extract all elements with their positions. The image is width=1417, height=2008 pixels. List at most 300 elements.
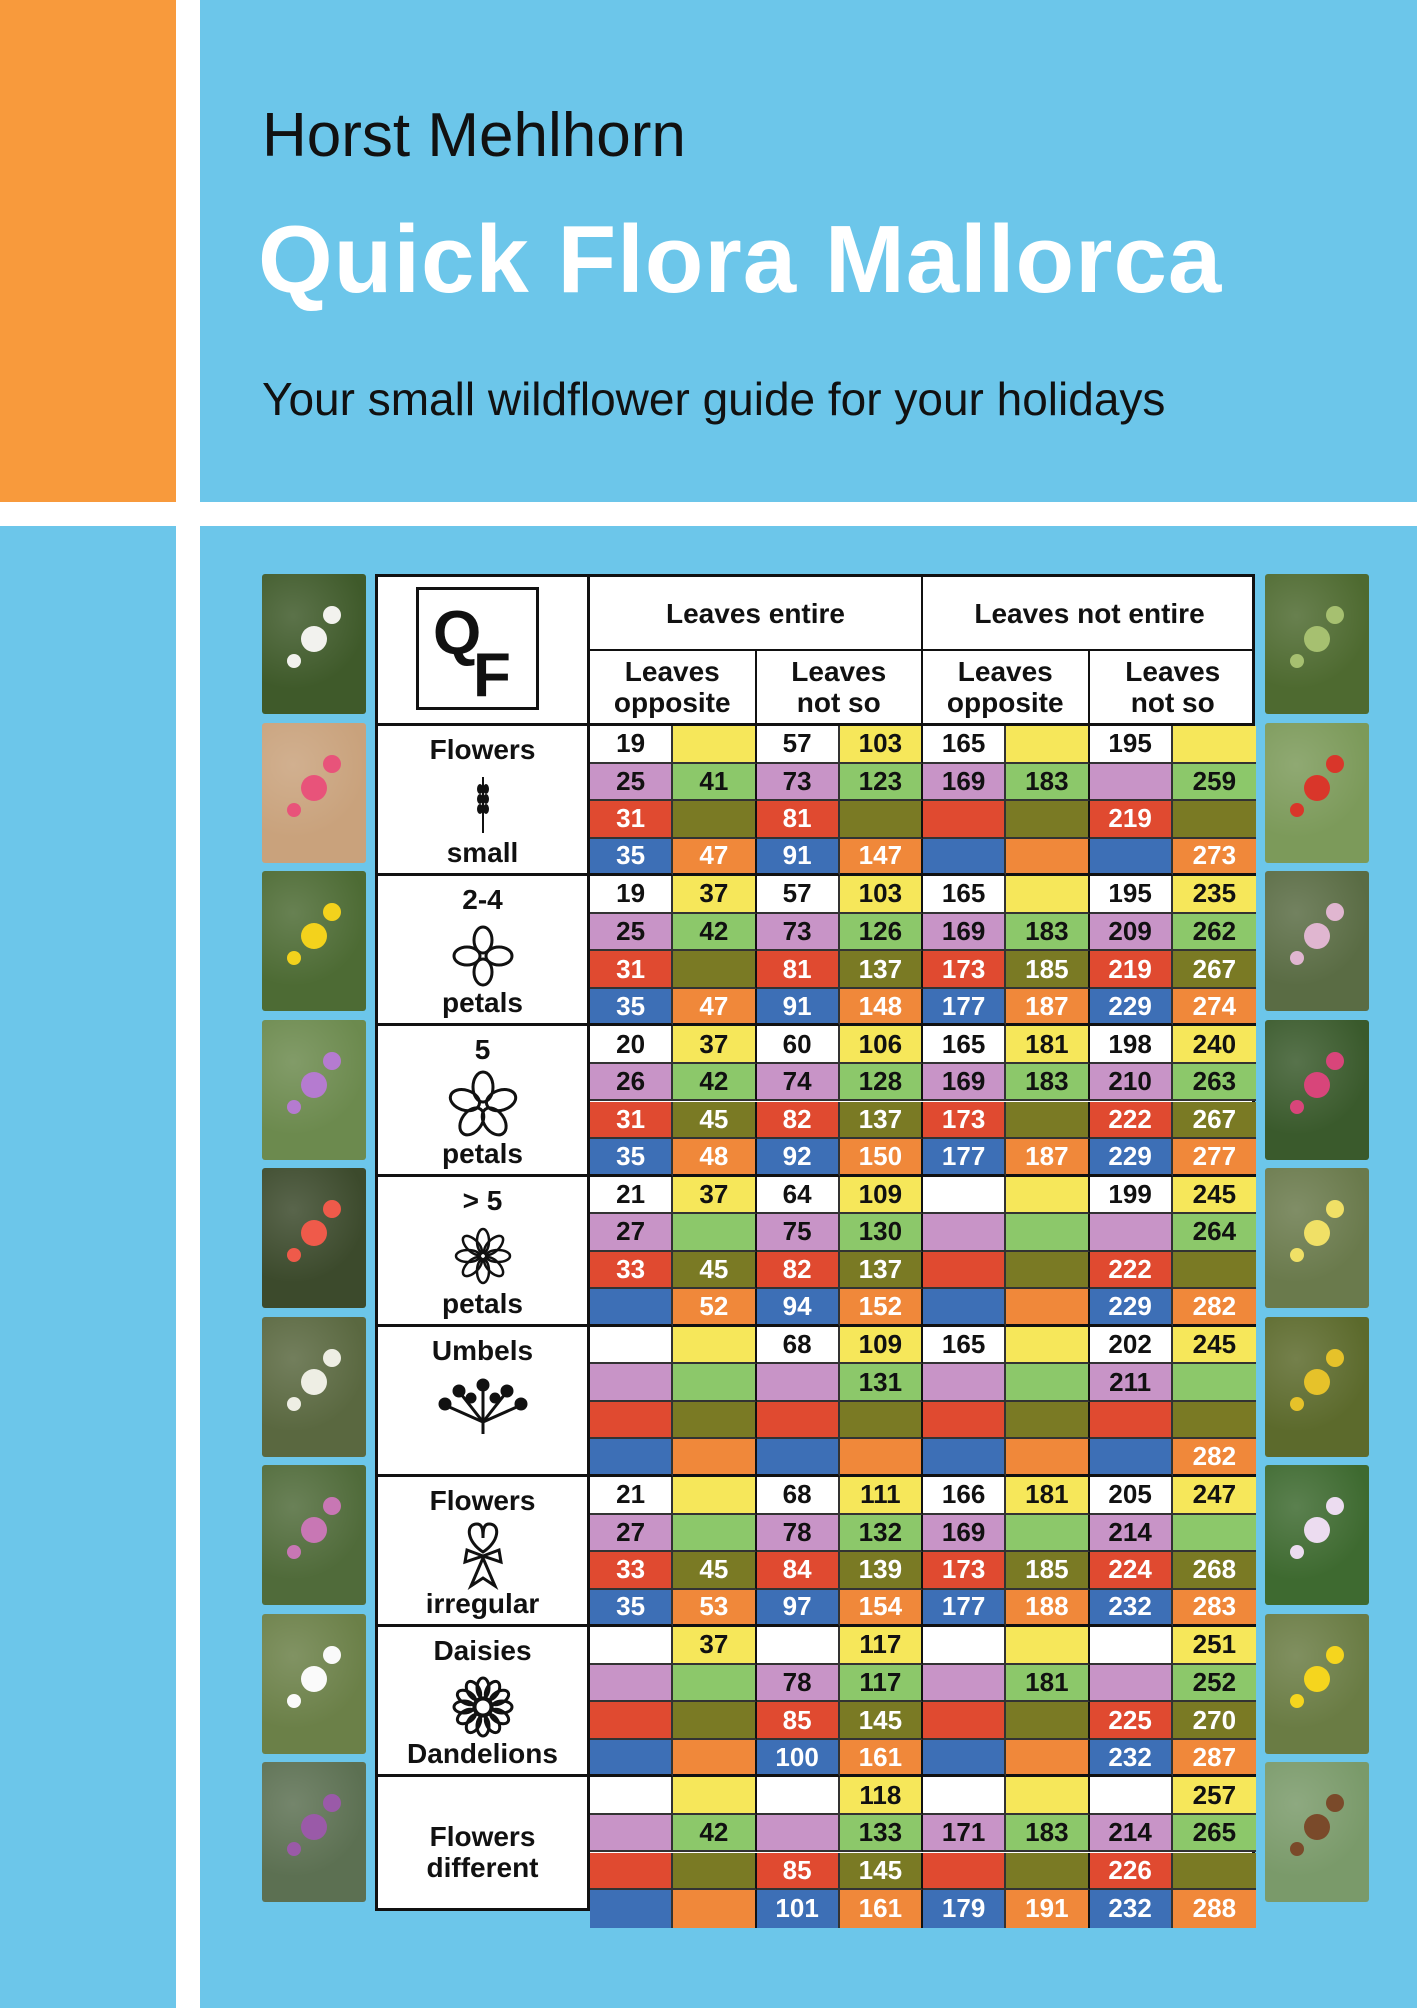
table-cell <box>1006 1252 1089 1290</box>
table-cell: 177 <box>923 1139 1006 1177</box>
table-cell: 133 <box>840 1815 923 1853</box>
photo-flower-icon <box>1304 923 1330 949</box>
table-cell: 82 <box>757 1252 840 1290</box>
table-cell: 165 <box>923 876 1006 914</box>
table-cell <box>757 1627 840 1665</box>
table-cell <box>1090 1777 1173 1815</box>
table-cell: 251 <box>1173 1627 1256 1665</box>
table-cell: 57 <box>757 726 840 764</box>
table-cell: 21 <box>590 1477 673 1515</box>
photo-flower-icon <box>301 1369 327 1395</box>
row-group-title: Flowers <box>429 1485 536 1516</box>
table-cell: 165 <box>923 1026 1006 1064</box>
table-cell: 199 <box>1090 1177 1173 1215</box>
table-cell <box>757 1402 840 1440</box>
table-cell: 219 <box>1090 951 1173 989</box>
table-cell <box>673 1477 756 1515</box>
table-cell: 37 <box>673 1627 756 1665</box>
row-group-label <box>378 1327 587 1477</box>
table-cell <box>673 951 756 989</box>
table-cell <box>1173 1853 1256 1891</box>
table-cell: 277 <box>1173 1139 1256 1177</box>
photo-red-ice-plant <box>262 1168 366 1308</box>
table-cell: 35 <box>590 1139 673 1177</box>
table-cell: 37 <box>673 876 756 914</box>
horizontal-divider <box>0 502 1417 526</box>
table-cell: 31 <box>590 951 673 989</box>
photo-flower-icon <box>301 1666 327 1692</box>
table-cell: 224 <box>1090 1552 1173 1590</box>
row-group-title: Flowers different <box>426 1821 539 1884</box>
table-cell: 137 <box>840 951 923 989</box>
table-cell <box>923 1777 1006 1815</box>
table-cell <box>1173 1402 1256 1440</box>
table-cell: 195 <box>1090 726 1173 764</box>
table-cell: 85 <box>757 1702 840 1740</box>
table-cell: 118 <box>840 1777 923 1815</box>
table-cell: 27 <box>590 1214 673 1252</box>
table-cell: 267 <box>1173 1102 1256 1140</box>
table-cell: 195 <box>1090 876 1173 914</box>
photo-purple-cistus <box>262 1020 366 1160</box>
table-cell: 33 <box>590 1552 673 1590</box>
table-cell <box>1173 801 1256 839</box>
photo-pink-bud-on-twig <box>262 723 366 863</box>
photo-white-bell-flowers <box>262 574 366 714</box>
table-cell <box>673 1890 756 1928</box>
book-subtitle: Your small wildflower guide for your holidays <box>262 373 1166 425</box>
table-cell: 232 <box>1090 1890 1173 1928</box>
table-cell: 35 <box>590 839 673 877</box>
table-cell <box>673 1853 756 1891</box>
table-cell: 25 <box>590 914 673 952</box>
table-cell: 47 <box>673 989 756 1027</box>
table-cell <box>840 1439 923 1477</box>
table-cell <box>1006 1740 1089 1778</box>
table-cell: 263 <box>1173 1064 1256 1102</box>
table-cell <box>923 1252 1006 1290</box>
row-group-subtitle: petals <box>442 987 523 1019</box>
photo-thistle <box>262 1762 366 1902</box>
table-cell <box>757 1439 840 1477</box>
table-cell <box>1006 876 1089 914</box>
table-cell: 78 <box>757 1665 840 1703</box>
table-cell: 173 <box>923 951 1006 989</box>
table-cell: 245 <box>1173 1177 1256 1215</box>
table-cell <box>590 1364 673 1402</box>
table-cell: 35 <box>590 1590 673 1628</box>
table-cell: 101 <box>757 1890 840 1928</box>
row-group-label <box>378 1777 587 1927</box>
table-cell: 52 <box>673 1289 756 1327</box>
table-cell: 117 <box>840 1627 923 1665</box>
table-cell <box>590 1289 673 1327</box>
table-cell: 45 <box>673 1252 756 1290</box>
table-cell: 205 <box>1090 1477 1173 1515</box>
table-cell: 48 <box>673 1139 756 1177</box>
table-cell <box>673 1214 756 1252</box>
table-cell: 165 <box>923 726 1006 764</box>
table-cell: 35 <box>590 989 673 1027</box>
table-cell: 181 <box>1006 1665 1089 1703</box>
table-cell: 273 <box>1173 839 1256 877</box>
table-cell: 229 <box>1090 989 1173 1027</box>
row-group-title: 2-4 <box>462 884 503 916</box>
table-cell <box>923 839 1006 877</box>
qf-logo-q: Q <box>433 599 482 668</box>
table-cell: 274 <box>1173 989 1256 1027</box>
table-cell <box>923 1853 1006 1891</box>
table-cell: 169 <box>923 914 1006 952</box>
table-cell: 191 <box>1006 1890 1089 1928</box>
table-cell: 145 <box>840 1853 923 1891</box>
photo-flower-icon <box>1304 775 1330 801</box>
table-cell <box>1173 1515 1256 1553</box>
photo-flower-icon <box>1304 626 1330 652</box>
table-cell: 173 <box>923 1102 1006 1140</box>
table-cell: 161 <box>840 1890 923 1928</box>
row-group-subtitle: Dandelions <box>407 1738 558 1770</box>
table-cell: 130 <box>840 1214 923 1252</box>
table-cell: 202 <box>1090 1327 1173 1365</box>
table-cell: 288 <box>1173 1890 1256 1928</box>
table-cell <box>923 1627 1006 1665</box>
row-group-subtitle: small <box>446 837 519 869</box>
table-cell: 270 <box>1173 1702 1256 1740</box>
table-cell: 181 <box>1006 1477 1089 1515</box>
table-cell <box>673 1327 756 1365</box>
table-cell <box>1006 1327 1089 1365</box>
table-cell <box>1006 1364 1089 1402</box>
row-group-title: Flowers <box>429 734 536 765</box>
table-cell <box>673 1740 756 1778</box>
table-cell: 187 <box>1006 1139 1089 1177</box>
table-cell: 47 <box>673 839 756 877</box>
table-cell <box>1090 764 1173 802</box>
table-cell: 85 <box>757 1853 840 1891</box>
photo-white-daisy <box>262 1614 366 1754</box>
table-cell: 25 <box>590 764 673 802</box>
subheader-0: Leaves opposite <box>590 651 757 723</box>
author-name: Horst Mehlhorn <box>262 101 686 170</box>
table-cell <box>1090 1214 1173 1252</box>
table-cell: 21 <box>590 1177 673 1215</box>
table-cell: 111 <box>840 1477 923 1515</box>
table-cell: 100 <box>757 1740 840 1778</box>
table-cell: 287 <box>1173 1740 1256 1778</box>
photo-red-berries <box>1265 723 1369 863</box>
table-cell: 109 <box>840 1177 923 1215</box>
table-cell: 214 <box>1090 1515 1173 1553</box>
table-cell: 209 <box>1090 914 1173 952</box>
photo-pale-poppy <box>1265 871 1369 1011</box>
table-cell <box>923 1289 1006 1327</box>
table-cell: 106 <box>840 1026 923 1064</box>
table-cell: 181 <box>1006 1026 1089 1064</box>
row-group-title: > 5 <box>462 1184 503 1216</box>
table-cell: 268 <box>1173 1552 1256 1590</box>
table-cell <box>673 801 756 839</box>
table-cell: 94 <box>757 1289 840 1327</box>
photo-green-spike <box>1265 574 1369 714</box>
row-group-label <box>378 1026 587 1176</box>
photo-orchid <box>262 1465 366 1605</box>
table-cell: 219 <box>1090 801 1173 839</box>
table-cell: 45 <box>673 1102 756 1140</box>
table-cell: 222 <box>1090 1252 1173 1290</box>
table-cell: 75 <box>757 1214 840 1252</box>
table-cell: 229 <box>1090 1289 1173 1327</box>
row-group-subtitle: petals <box>442 1287 523 1319</box>
table-cell: 68 <box>757 1327 840 1365</box>
table-cell <box>1006 1102 1089 1140</box>
table-cell: 33 <box>590 1252 673 1290</box>
table-cell: 131 <box>840 1364 923 1402</box>
table-cell: 169 <box>923 1064 1006 1102</box>
table-cell <box>923 1665 1006 1703</box>
table-cell: 19 <box>590 726 673 764</box>
photo-flower-icon <box>1304 1666 1330 1692</box>
table-cell: 240 <box>1173 1026 1256 1064</box>
table-cell: 53 <box>673 1590 756 1628</box>
table-cell: 214 <box>1090 1815 1173 1853</box>
table-cell: 265 <box>1173 1815 1256 1853</box>
photo-flower-icon <box>301 1220 327 1246</box>
table-cell: 235 <box>1173 876 1256 914</box>
table-cell: 177 <box>923 1590 1006 1628</box>
table-cell <box>590 1853 673 1891</box>
photo-flower-icon <box>301 1072 327 1098</box>
table-cell: 252 <box>1173 1665 1256 1703</box>
table-cell <box>923 1402 1006 1440</box>
table-cell: 226 <box>1090 1853 1173 1891</box>
photo-yellow-flower <box>262 871 366 1011</box>
table-cell: 137 <box>840 1252 923 1290</box>
table-cell <box>1006 1214 1089 1252</box>
row-group-label <box>378 1477 587 1627</box>
table-cell <box>590 1327 673 1365</box>
photo-cattail <box>1265 1762 1369 1902</box>
table-cell <box>673 1665 756 1703</box>
table-cell <box>590 1627 673 1665</box>
table-cell: 81 <box>757 801 840 839</box>
table-cell: 187 <box>1006 989 1089 1027</box>
table-cell: 103 <box>840 876 923 914</box>
table-cell: 264 <box>1173 1214 1256 1252</box>
table-cell <box>923 1364 1006 1402</box>
table-cell: 42 <box>673 1815 756 1853</box>
table-cell <box>590 1402 673 1440</box>
table-cell <box>673 1777 756 1815</box>
table-cell: 78 <box>757 1515 840 1553</box>
photo-flower-icon <box>301 626 327 652</box>
table-cell: 128 <box>840 1064 923 1102</box>
table-cell: 20 <box>590 1026 673 1064</box>
table-cell: 247 <box>1173 1477 1256 1515</box>
table-cell: 232 <box>1090 1740 1173 1778</box>
table-cell <box>1090 1627 1173 1665</box>
table-cell <box>757 1364 840 1402</box>
table-cell: 232 <box>1090 1590 1173 1628</box>
row-group-subtitle: irregular <box>425 1588 540 1620</box>
photo-flower-icon <box>1304 1369 1330 1395</box>
row-group-title: Umbels <box>431 1334 534 1366</box>
table-cell: 154 <box>840 1590 923 1628</box>
photo-pink-mallow <box>1265 1020 1369 1160</box>
photo-yellow-dandelion <box>1265 1614 1369 1754</box>
table-cell <box>590 1890 673 1928</box>
table-cell: 82 <box>757 1102 840 1140</box>
subheader-3: Leaves not so <box>1125 656 1221 718</box>
table-cell: 245 <box>1173 1327 1256 1365</box>
table-cell: 137 <box>840 1102 923 1140</box>
qf-logo <box>416 587 539 710</box>
table-cell <box>1006 1702 1089 1740</box>
table-cell: 183 <box>1006 1064 1089 1102</box>
table-cell: 259 <box>1173 764 1256 802</box>
table-cell <box>757 1777 840 1815</box>
photo-yellow-umbel <box>1265 1317 1369 1457</box>
table-cell: 282 <box>1173 1289 1256 1327</box>
table-cell: 31 <box>590 1102 673 1140</box>
table-cell: 152 <box>840 1289 923 1327</box>
table-cell <box>923 1439 1006 1477</box>
table-cell: 173 <box>923 1552 1006 1590</box>
table-cell: 262 <box>1173 914 1256 952</box>
table-cell: 37 <box>673 1026 756 1064</box>
row-group-label <box>378 1627 587 1777</box>
table-cell: 27 <box>590 1515 673 1553</box>
table-cell: 171 <box>923 1815 1006 1853</box>
row-group-title: 5 <box>474 1034 491 1066</box>
table-cell: 132 <box>840 1515 923 1553</box>
table-cell <box>590 1740 673 1778</box>
identification-table <box>375 574 1255 1924</box>
table-cell: 45 <box>673 1552 756 1590</box>
table-cell <box>673 1702 756 1740</box>
table-cell: 74 <box>757 1064 840 1102</box>
table-cell <box>1173 726 1256 764</box>
table-cell: 188 <box>1006 1590 1089 1628</box>
table-cell: 183 <box>1006 764 1089 802</box>
photo-flower-icon <box>301 1814 327 1840</box>
table-cell: 185 <box>1006 1552 1089 1590</box>
table-cell <box>923 1214 1006 1252</box>
table-cell <box>1006 1402 1089 1440</box>
table-cell: 222 <box>1090 1102 1173 1140</box>
table-cell: 169 <box>923 764 1006 802</box>
table-cell <box>590 1702 673 1740</box>
table-cell <box>840 801 923 839</box>
table-cell: 19 <box>590 876 673 914</box>
photo-flower-icon <box>301 923 327 949</box>
photo-flower-icon <box>1304 1220 1330 1246</box>
table-cell: 145 <box>840 1702 923 1740</box>
table-cell: 257 <box>1173 1777 1256 1815</box>
table-cell: 282 <box>1173 1439 1256 1477</box>
table-cell <box>673 1402 756 1440</box>
table-cell: 37 <box>673 1177 756 1215</box>
table-cell: 57 <box>757 876 840 914</box>
table-cell: 42 <box>673 1064 756 1102</box>
table-cell <box>923 801 1006 839</box>
subheader-1: Leaves not so <box>757 651 924 723</box>
table-cell <box>590 1777 673 1815</box>
table-cell <box>757 1815 840 1853</box>
photo-flower-icon <box>301 775 327 801</box>
table-cell: 68 <box>757 1477 840 1515</box>
header-leaves-not-entire: Leaves not entire <box>974 597 1205 629</box>
table-cell: 81 <box>757 951 840 989</box>
table-cell <box>1090 1665 1173 1703</box>
table-cell: 177 <box>923 989 1006 1027</box>
table-cell <box>1006 1627 1089 1665</box>
table-cell: 31 <box>590 801 673 839</box>
table-cell <box>840 1402 923 1440</box>
table-cell <box>1006 801 1089 839</box>
header-leaves-entire: Leaves entire <box>590 577 923 649</box>
table-cell <box>590 1439 673 1477</box>
table-cell: 169 <box>923 1515 1006 1553</box>
table-cell: 183 <box>1006 1815 1089 1853</box>
table-cell: 73 <box>757 914 840 952</box>
table-cell: 148 <box>840 989 923 1027</box>
table-cell <box>590 1665 673 1703</box>
table-cell: 64 <box>757 1177 840 1215</box>
table-cell: 60 <box>757 1026 840 1064</box>
table-cell: 147 <box>840 839 923 877</box>
table-cell: 97 <box>757 1590 840 1628</box>
table-cell: 109 <box>840 1327 923 1365</box>
photo-white-snapdragon <box>1265 1465 1369 1605</box>
vertical-divider <box>176 0 200 2008</box>
table-cell: 126 <box>840 914 923 952</box>
subheader-2: Leaves opposite <box>923 651 1090 723</box>
table-cell: 91 <box>757 989 840 1027</box>
photo-flower-icon <box>1304 1814 1330 1840</box>
table-cell <box>1006 839 1089 877</box>
table-cell: 198 <box>1090 1026 1173 1064</box>
table-cell <box>1090 839 1173 877</box>
table-cell <box>1006 1777 1089 1815</box>
table-cell: 84 <box>757 1552 840 1590</box>
photo-flower-icon <box>1304 1072 1330 1098</box>
table-cell <box>1173 1252 1256 1290</box>
table-cell <box>923 1702 1006 1740</box>
table-cell: 283 <box>1173 1590 1256 1628</box>
table-cell: 150 <box>840 1139 923 1177</box>
table-cell <box>1090 1402 1173 1440</box>
table-cell: 123 <box>840 764 923 802</box>
table-cell: 103 <box>840 726 923 764</box>
row-group-subtitle: petals <box>442 1137 523 1169</box>
table-cell <box>923 1177 1006 1215</box>
table-cell: 139 <box>840 1552 923 1590</box>
table-cell: 185 <box>1006 951 1089 989</box>
photo-yellow-pom <box>1265 1168 1369 1308</box>
table-cell: 26 <box>590 1064 673 1102</box>
photo-flower-icon <box>301 1517 327 1543</box>
table-cell: 210 <box>1090 1064 1173 1102</box>
table-cell <box>1173 1364 1256 1402</box>
table-cell: 267 <box>1173 951 1256 989</box>
table-cell <box>1006 1177 1089 1215</box>
qf-logo-f: F <box>473 641 511 710</box>
photo-white-umbel <box>262 1317 366 1457</box>
row-group-label <box>378 726 587 876</box>
table-cell: 92 <box>757 1139 840 1177</box>
table-cell: 183 <box>1006 914 1089 952</box>
